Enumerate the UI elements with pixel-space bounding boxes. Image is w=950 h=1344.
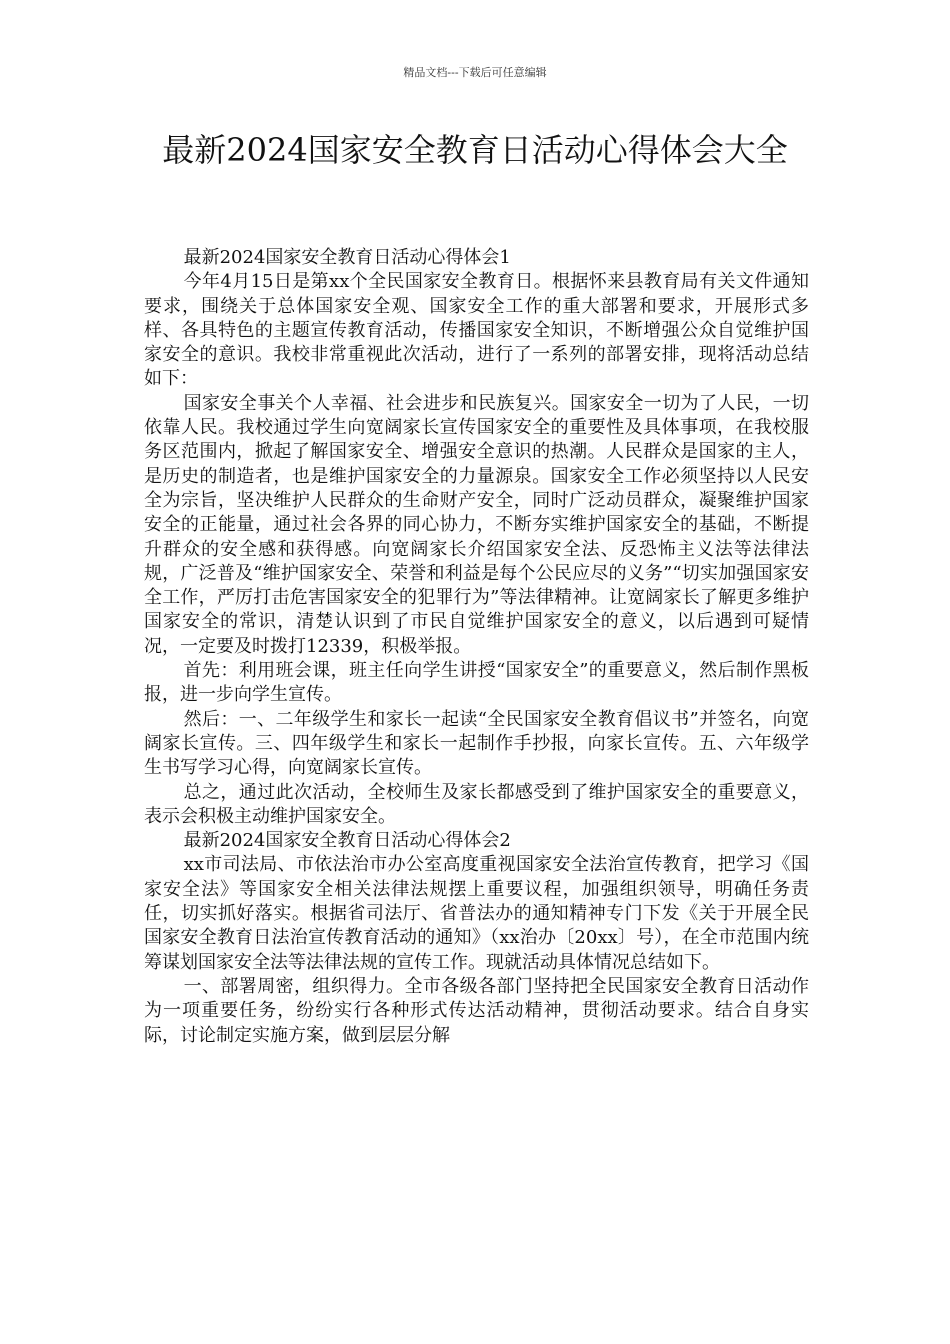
section-heading-1: 最新2024国家安全教育日活动心得体会1 (183, 247, 511, 268)
paragraph: xx市司法局、市依法治市办公室高度重视国家安全法治宣传教育，把学习《国家安全法》等国家安全相关法律法规摆上重要议程，加强组织领导，明确任务责任，切实抓好落实。根据省司法厅、省普法办的通知精神专门下发《关于开展全民国家安全教育日法治宣传教育活动的通知》（xx治办〔20xx〕号），在全市范围内统筹谋划国家安全法等法律法规的宣传工作。现就活动具体情况总结如下。 (144, 854, 809, 973)
paragraph: 总之，通过此次活动，全校师生及家长都感受到了维护国家安全的重要意义，表示会积极主动维护国家安全。 (144, 781, 809, 827)
paragraph: 今年4月15日是第xx个全民国家安全教育日。根据怀来县教育局有关文件通知要求，围绕关于总体国家安全观、国家安全工作的重大部署和要求，开展形式多样、各具特色的主题宣传教育活动，传播国家安全知识，不断增强公众自觉维护国家安全的意识。我校非常重视此次活动，进行了一系列的部署安排，现将活动总结如下： (144, 271, 809, 390)
document-title: 最新2024国家安全教育日活动心得体会大全 (162, 131, 788, 169)
paragraph: 一、部署周密，组织得力。全市各级各部门坚持把全民国家安全教育日活动作为一项重要任务，纷纷实行各种形式传达活动精神，贯彻活动要求。结合自身实际，讨论制定实施方案，做到层层分解 (144, 975, 809, 1046)
header-note: 精品文档---下载后可任意编辑 (403, 66, 547, 79)
paragraph: 首先：利用班会课，班主任向学生讲授“国家安全”的重要意义，然后制作黑板报，进一步向学生宣传。 (144, 660, 809, 706)
paragraph: 国家安全事关个人幸福、社会进步和民族复兴。国家安全一切为了人民，一切依靠人民。我校通过学生向宽阔家长宣传国家安全的重要性及具体事项，在我校服务区范围内，掀起了解国家安全、增强安全意识的热潮。人民群众是国家的主人，是历史的制造者，也是维护国家安全的力量源泉。国家安全工作必须坚持以人民安全为宗旨，坚决维护人民群众的生命财产安全，同时广泛动员群众，凝聚维护国家安全的正能量，通过社会各界的同心协力，不断夯实维护国家安全的基础，不断提升群众的安全感和获得感。向宽阔家长介绍国家安全法、反恐怖主义法等法律法规，广泛普及“维护国家安全、荣誉和利益是每个公民应尽的义务”“切实加强国家安全工作，严厉打击危害国家安全的犯罪行为”等法律精神。让宽阔家长了解更多维护国家安全的常识，清楚认识到了市民自觉维护国家安全的意义，以后遇到可疑情况，一定要及时拨打12339，积极举报。 (144, 392, 809, 657)
document-body (144, 246, 809, 1048)
paragraph: 然后：一、二年级学生和家长一起读“全民国家安全教育倡议书”并签名，向宽阔家长宣传。三、四年级学生和家长一起制作手抄报，向家长宣传。五、六年级学生书写学习心得，向宽阔家长宣传。 (144, 708, 809, 779)
section-heading-2: 最新2024国家安全教育日活动心得体会2 (183, 830, 511, 852)
